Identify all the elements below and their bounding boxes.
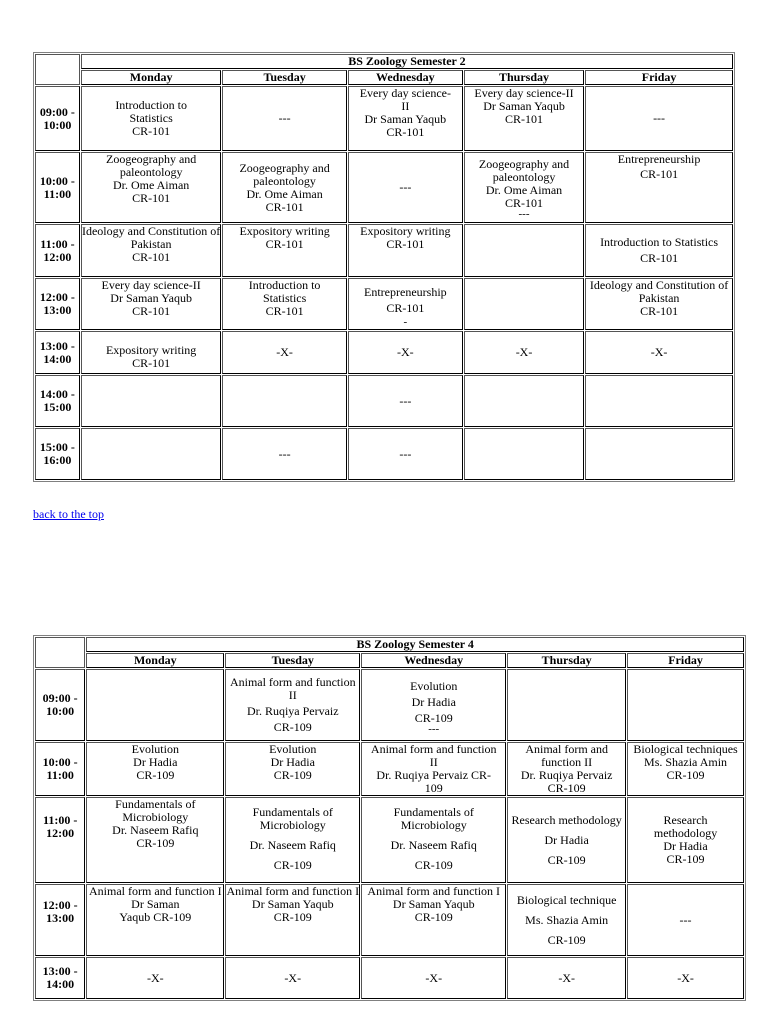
class-cell: Evolution Dr Hadia CR-109 <box>225 742 360 796</box>
day-header-friday: Friday <box>585 70 733 85</box>
class-cell: Expository writing CR-101 <box>348 224 463 277</box>
day-header-thursday: Thursday <box>507 653 626 668</box>
class-cell <box>464 278 584 330</box>
class-cell: Every day science- II Dr Saman Yaqub CR-101 <box>348 86 463 151</box>
class-cell <box>464 224 584 277</box>
time-slot: 11:00 - 12:00 <box>35 797 85 883</box>
class-cell: --- <box>627 884 744 956</box>
class-cell: Zoogeography and paleontology Dr. Ome Aiman CR-101 --- <box>464 152 584 223</box>
time-slot: 09:00 - 10:00 <box>35 86 80 151</box>
class-cell: Evolution Dr Hadia CR-109 <box>86 742 224 796</box>
class-cell: Introduction to Statistics CR-101 <box>81 86 222 151</box>
class-cell <box>222 375 346 427</box>
day-header-tuesday: Tuesday <box>222 70 346 85</box>
class-cell: Animal form and function II Dr. Ruqiya Pervaiz CR-109 <box>225 669 360 741</box>
class-cell: -X- <box>627 957 744 999</box>
time-slot: 11:00 - 12:00 <box>35 224 80 277</box>
day-header-friday: Friday <box>627 653 744 668</box>
day-header-wednesday: Wednesday <box>361 653 506 668</box>
class-cell: Biological technique Ms. Shazia Amin CR-109 <box>507 884 626 956</box>
class-cell: Expository writing CR-101 <box>222 224 346 277</box>
class-cell: Ideology and Constitution of Pakistan CR-101 <box>81 224 222 277</box>
class-cell: Every day science-II Dr Saman Yaqub CR-101 <box>81 278 222 330</box>
class-cell: Research methodology Dr Hadia CR-109 <box>507 797 626 883</box>
table-title: BS Zoology Semester 4 <box>86 637 744 652</box>
day-header-monday: Monday <box>86 653 224 668</box>
class-cell: Ideology and Constitution of Pakistan CR-101 <box>585 278 733 330</box>
class-cell: Animal form and function I Dr Saman Yaqub CR-109 <box>86 884 224 956</box>
day-header-monday: Monday <box>81 70 222 85</box>
day-header-thursday: Thursday <box>464 70 584 85</box>
class-cell: -X- <box>348 331 463 374</box>
time-slot: 14:00 - 15:00 <box>35 375 80 427</box>
class-cell: Expository writing CR-101 <box>81 331 222 374</box>
table-row <box>35 797 744 883</box>
class-cell: Introduction to Statistics CR-101 <box>222 278 346 330</box>
class-cell <box>464 375 584 427</box>
class-cell: Entrepreneurship CR-101 - <box>348 278 463 330</box>
class-cell: -X- <box>225 957 360 999</box>
class-cell: Animal form and function II Dr. Ruqiya Pervaiz CR- 109 <box>361 742 506 796</box>
class-cell: --- <box>585 86 733 151</box>
time-slot: 12:00 - 13:00 <box>35 884 85 956</box>
class-cell: Fundamentals of Microbiology Dr. Naseem Rafiq CR-109 <box>361 797 506 883</box>
day-header-tuesday: Tuesday <box>225 653 360 668</box>
class-cell <box>585 375 733 427</box>
table-row <box>35 669 744 741</box>
class-cell: -X- <box>507 957 626 999</box>
table-row <box>35 331 733 374</box>
class-cell: Animal form and function I Dr Saman Yaqub CR-109 <box>361 884 506 956</box>
table-row <box>35 375 733 427</box>
table-row <box>35 224 733 277</box>
class-cell: --- <box>348 152 463 223</box>
semester4-timetable <box>33 635 746 1001</box>
class-cell: --- <box>222 86 346 151</box>
table-row <box>35 884 744 956</box>
table-row <box>35 742 744 796</box>
class-cell: -X- <box>222 331 346 374</box>
class-cell <box>507 669 626 741</box>
table-title: BS Zoology Semester 2 <box>81 54 733 69</box>
class-cell: -X- <box>464 331 584 374</box>
table-row <box>35 278 733 330</box>
back-to-top-link[interactable]: back to the top <box>33 507 104 521</box>
time-slot: 15:00 - 16:00 <box>35 428 80 480</box>
corner-cell <box>35 54 80 85</box>
class-cell <box>81 428 222 480</box>
time-slot: 12:00 - 13:00 <box>35 278 80 330</box>
class-cell: Animal form and function II Dr. Ruqiya Pervaiz CR-109 <box>507 742 626 796</box>
class-cell: -X- <box>361 957 506 999</box>
table-row <box>35 86 733 151</box>
time-slot: 10:00 - 11:00 <box>35 742 85 796</box>
table-row <box>35 152 733 223</box>
class-cell: --- <box>222 428 346 480</box>
class-cell <box>464 428 584 480</box>
time-slot: 13:00 - 14:00 <box>35 957 85 999</box>
class-cell <box>81 375 222 427</box>
class-cell: Every day science-II Dr Saman Yaqub CR-101 <box>464 86 584 151</box>
semester2-timetable <box>33 52 735 482</box>
time-slot: 10:00 - 11:00 <box>35 152 80 223</box>
class-cell: Fundamentals of Microbiology Dr. Naseem Rafiq CR-109 <box>86 797 224 883</box>
day-header-wednesday: Wednesday <box>348 70 463 85</box>
time-slot: 13:00 - 14:00 <box>35 331 80 374</box>
class-cell: Entrepreneurship CR-101 <box>585 152 733 223</box>
class-cell: Fundamentals of Microbiology Dr. Naseem Rafiq CR-109 <box>225 797 360 883</box>
class-cell: Research methodology Dr Hadia CR-109 <box>627 797 744 883</box>
class-cell <box>627 669 744 741</box>
class-cell: Zoogeography and paleontology Dr. Ome Aiman CR-101 <box>81 152 222 223</box>
class-cell <box>585 428 733 480</box>
class-cell: Biological techniques Ms. Shazia Amin CR-109 <box>627 742 744 796</box>
class-cell: --- <box>348 375 463 427</box>
class-cell <box>86 669 224 741</box>
class-cell: Zoogeography and paleontology Dr. Ome Aiman CR-101 <box>222 152 346 223</box>
table-row <box>35 428 733 480</box>
class-cell: --- <box>348 428 463 480</box>
class-cell: Introduction to Statistics CR-101 <box>585 224 733 277</box>
corner-cell <box>35 637 85 668</box>
table-row <box>35 957 744 999</box>
class-cell: -X- <box>585 331 733 374</box>
class-cell: Evolution Dr Hadia CR-109 --- <box>361 669 506 741</box>
time-slot: 09:00 - 10:00 <box>35 669 85 741</box>
class-cell: -X- <box>86 957 224 999</box>
class-cell: Animal form and function I Dr Saman Yaqub CR-109 <box>225 884 360 956</box>
